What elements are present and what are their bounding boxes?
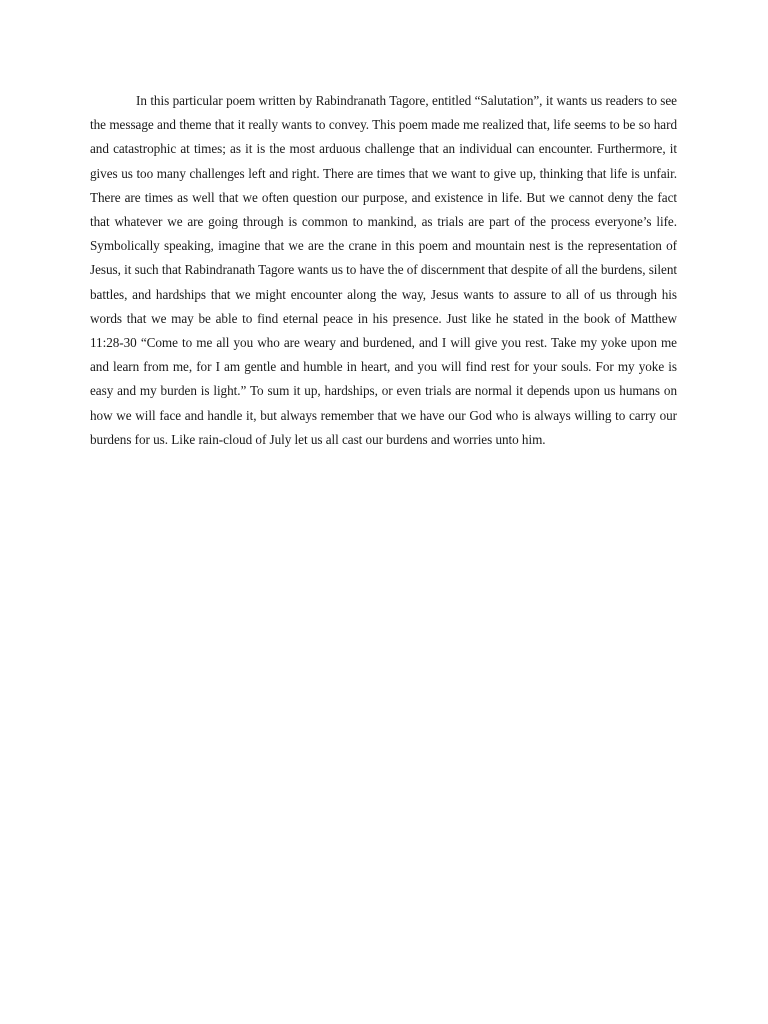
body-paragraph: In this particular poem written by Rabindranath Tagore, entitled “Salutation”, it wants us readers to see the message and theme that it really wants to convey. This poem made me realized that, life seems to be so hard and catastrophic at times; as it is the most arduous challenge that an individual can encounter. Furthermore, it gives us too many challenges left and right. There are times that we want to give up, thinking that life is unfair. There are times as well that we often question our purpose, and existence in life. But we cannot deny the fact that whatever we are going through is common to mankind, as trials are part of the process everyone’s life. Symbolically speaking, imagine that we are the crane in this poem and mountain nest is the representation of Jesus, it such that Rabindranath Tagore wants us to have the of discernment that despite of all the burdens, silent battles, and hardships that we might encounter along the way, Jesus wants to assure to all of us through his words that we may be able to find eternal peace in his presence. Just like he stated in the book of Matthew 11:28-30 “Come to me all you who are weary and burdened, and I will give you rest. Take my yoke upon me and learn from me, for I am gentle and humble in heart, and you will find rest for your souls. For my yoke is easy and my burden is light.” To sum it up, hardships, or even trials are normal it depends upon us humans on how we will face and handle it, but always remember that we have our God who is always willing to carry our burdens for us. Like rain-cloud of July let us all cast our burdens and worries unto him.: [90, 93, 677, 447]
